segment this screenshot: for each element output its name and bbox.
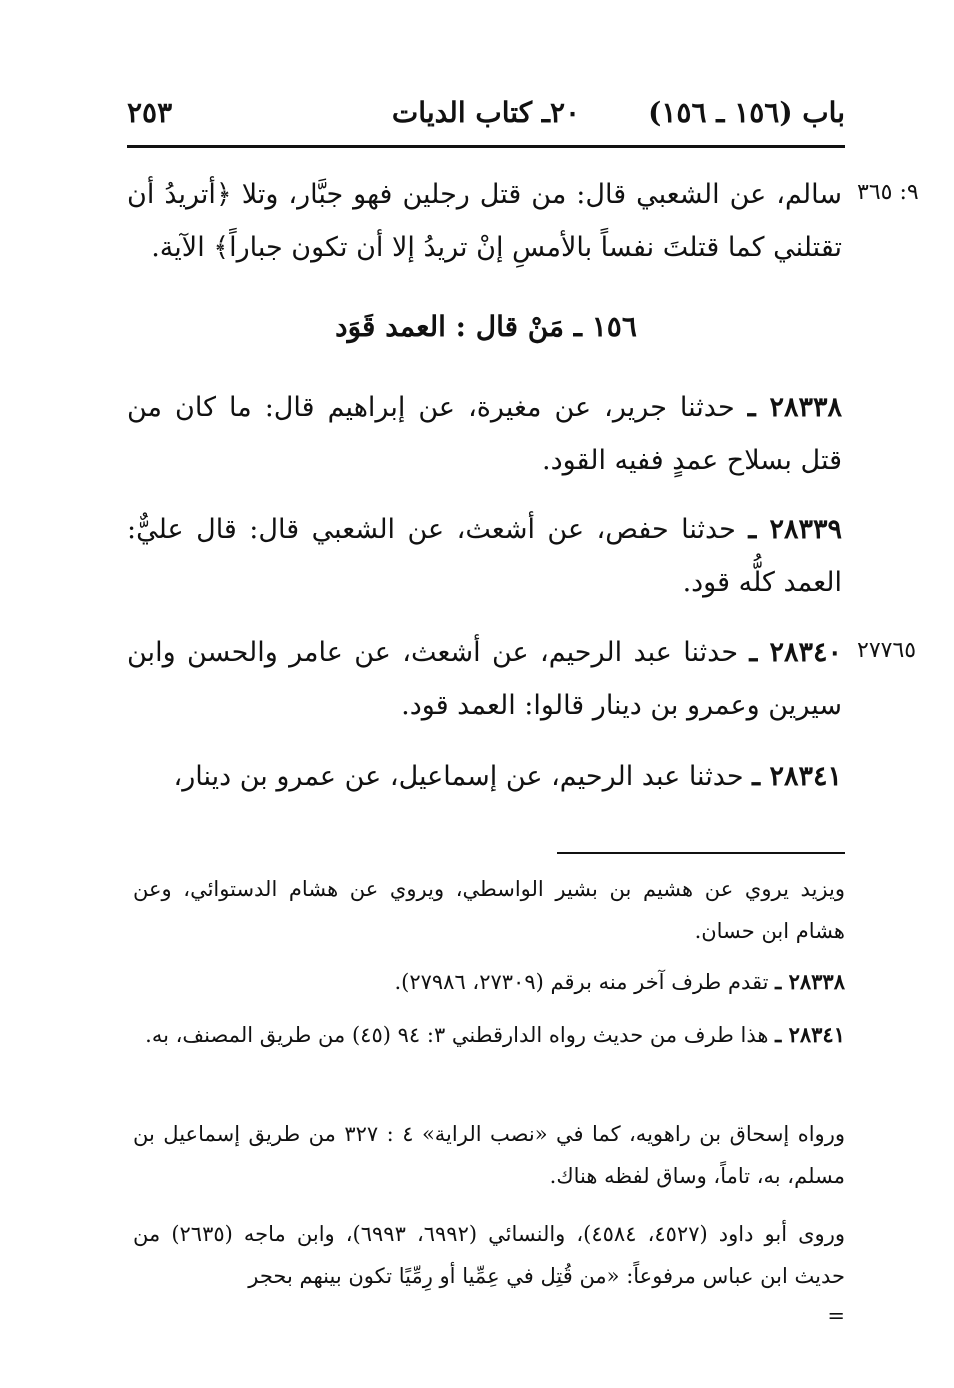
hadith-number: ٢٨٣٣٨ ـ bbox=[747, 392, 842, 423]
hadith-number: ٢٨٣٣٩ ـ bbox=[748, 514, 842, 545]
hadith-text: حدثنا حفص، عن أشعث، عن الشعبي قال: قال عليٌّ: العمد كلُّه قود. bbox=[127, 514, 842, 598]
footnote-1: ويزيد يروي عن هشيم بن بشير الواسطي، ويروي عن هشام الدستوائي، وعن هشام ابن حسان. bbox=[133, 877, 845, 943]
footnote-continuation-mark: = bbox=[827, 1304, 845, 1328]
header-rule bbox=[127, 145, 845, 148]
footnote-3 bbox=[133, 1014, 845, 1056]
margin-ref-volume-page: ٩: ٣٦٥ bbox=[857, 180, 919, 205]
hadith-28338 bbox=[127, 381, 842, 487]
margin-ref-number: ٢٧٧٦٥ bbox=[857, 638, 917, 663]
chapter-heading: ١٥٦ ـ مَنْ قال : العمد قَوَد bbox=[335, 310, 637, 343]
footnote-number: ٢٨٣٣٨ ـ bbox=[775, 969, 845, 994]
hadith-28341 bbox=[127, 750, 842, 803]
hadith-text: حدثنا جرير، عن مغيرة، عن إبراهيم قال: ما كان من قتل بسلاح عمدٍ ففيه القود. bbox=[127, 392, 842, 476]
page-number: ٢٥٣ bbox=[127, 96, 173, 129]
hadith-number: ٢٨٣٤٠ ـ bbox=[749, 637, 842, 668]
running-header bbox=[127, 92, 845, 142]
hadith-28340 bbox=[127, 626, 842, 732]
footnote-2 bbox=[133, 961, 845, 1003]
footnote-5: وروى أبو داود (٤٥٢٧، ٤٥٨٤)، والنسائي (٦٩٩٢، ٦٩٩٣)، وابن ماجه (٢٦٣٥) من حديث ابن عباس مرفوعاً: «من قُتِل في عِمِّيا أو رِمِّيًا تكون بينهم بحجر bbox=[133, 1222, 845, 1288]
hadith-number: ٢٨٣٤١ ـ bbox=[752, 761, 842, 792]
footnote-text: هذا طرف من حديث رواه الدارقطني ٣: ٩٤ (٤٥) من طريق المصنف، به. bbox=[145, 1023, 769, 1047]
footnote-rule bbox=[557, 852, 845, 854]
hadith-text: حدثنا عبد الرحيم، عن إسماعيل، عن عمرو بن دينار، bbox=[173, 761, 744, 792]
book-title: ٢٠ـ كتاب الديات bbox=[391, 96, 581, 129]
footnote-number: ٢٨٣٤١ ـ bbox=[775, 1022, 845, 1047]
hadith-28339 bbox=[127, 503, 842, 609]
chapter-range: باب (١٥٦ ـ ١٥٦) bbox=[648, 96, 845, 129]
continuation-paragraph: سالم، عن الشعبي قال: من قتل رجلين فهو جبَّار، وتلا ﴿أتريدُ أن تقتلني كما قتلتَ نفساً بالأمسِ إنْ تريدُ إلا أن تكون جباراً﴾ الآية. bbox=[127, 179, 842, 263]
footnote-4: ورواه إسحاق بن راهويه، كما في «نصب الراية» ٤ : ٣٢٧ من طريق إسماعيل بن مسلم، به، تاماً، وساق لفظه هناك. bbox=[133, 1122, 845, 1188]
footnote-text: تقدم طرف آخر منه برقم (٢٧٣٠٩، ٢٧٩٨٦). bbox=[394, 970, 769, 994]
hadith-text: حدثنا عبد الرحيم، عن أشعث، عن عامر والحسن وابن سيرين وعمرو بن دينار قالوا: العمد قود. bbox=[127, 637, 842, 721]
